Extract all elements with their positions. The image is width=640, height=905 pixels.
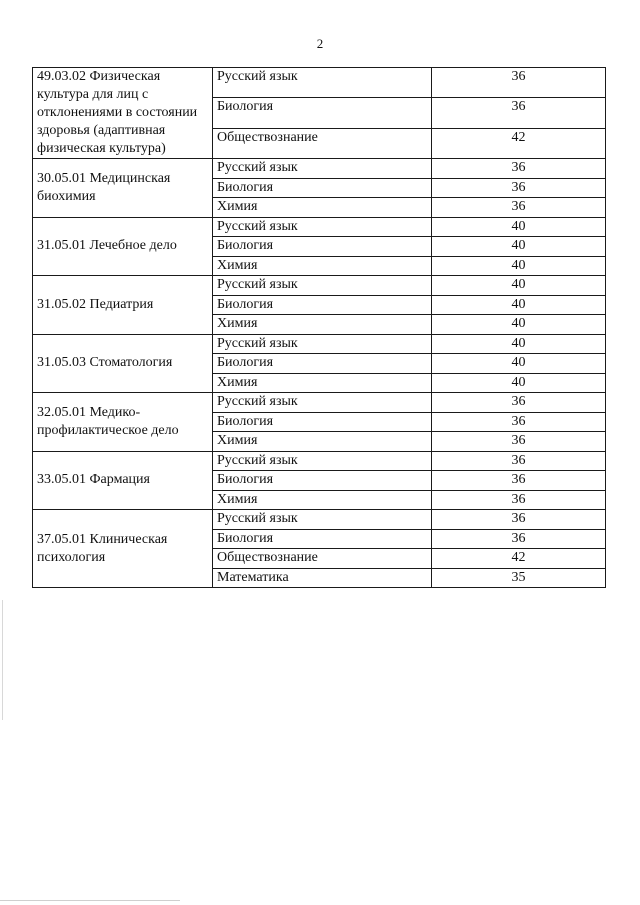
subject-cell: Обществознание [213, 549, 432, 569]
score-cell: 40 [432, 295, 606, 315]
score-cell: 36 [432, 198, 606, 218]
score-cell: 40 [432, 256, 606, 276]
subject-cell: Биология [213, 237, 432, 257]
subject-cell: Русский язык [213, 393, 432, 413]
subject-cell: Биология [213, 98, 432, 128]
specialty-cell: 30.05.01 Медицинская биохимия [33, 159, 213, 218]
subject-cell: Математика [213, 568, 432, 588]
score-cell: 36 [432, 432, 606, 452]
table-row [33, 217, 606, 237]
score-cell: 36 [432, 510, 606, 530]
score-cell: 36 [432, 490, 606, 510]
table-row [33, 451, 606, 471]
specialty-cell: 33.05.01 Фармация [33, 451, 213, 510]
specialty-cell: 49.03.02 Физическая культура для лиц с отклонениями в состоянии здоровья (адаптивная физическая культура) [33, 68, 213, 159]
admission-scores-table [32, 67, 606, 588]
subject-cell: Русский язык [213, 159, 432, 179]
subject-cell: Химия [213, 432, 432, 452]
subject-cell: Биология [213, 471, 432, 491]
score-cell: 36 [432, 159, 606, 179]
score-cell: 36 [432, 68, 606, 98]
subject-cell: Биология [213, 529, 432, 549]
subject-cell: Русский язык [213, 451, 432, 471]
subject-cell: Биология [213, 295, 432, 315]
subject-cell: Биология [213, 354, 432, 374]
specialty-cell: 31.05.01 Лечебное дело [33, 217, 213, 276]
score-cell: 36 [432, 98, 606, 128]
score-cell: 36 [432, 412, 606, 432]
score-cell: 36 [432, 471, 606, 491]
subject-cell: Химия [213, 373, 432, 393]
specialty-cell: 31.05.02 Педиатрия [33, 276, 213, 335]
specialty-cell: 31.05.03 Стоматология [33, 334, 213, 393]
score-cell: 36 [432, 393, 606, 413]
score-cell: 40 [432, 373, 606, 393]
subject-cell: Русский язык [213, 68, 432, 98]
subject-cell: Русский язык [213, 334, 432, 354]
score-cell: 42 [432, 128, 606, 158]
score-cell: 40 [432, 334, 606, 354]
subject-cell: Химия [213, 198, 432, 218]
scan-artifact-line [0, 900, 180, 901]
score-cell: 36 [432, 529, 606, 549]
table-row [33, 510, 606, 530]
scan-artifact-line [2, 600, 3, 720]
score-cell: 40 [432, 217, 606, 237]
score-cell: 40 [432, 315, 606, 335]
table-row [33, 276, 606, 296]
subject-cell: Русский язык [213, 276, 432, 296]
score-cell: 36 [432, 178, 606, 198]
score-cell: 40 [432, 276, 606, 296]
table-row [33, 393, 606, 413]
subject-cell: Обществознание [213, 128, 432, 158]
score-cell: 40 [432, 237, 606, 257]
subject-cell: Биология [213, 412, 432, 432]
table-row [33, 68, 606, 98]
specialty-cell: 37.05.01 Клиническая психология [33, 510, 213, 588]
page-number: 2 [316, 36, 324, 51]
table-row [33, 334, 606, 354]
subject-cell: Русский язык [213, 217, 432, 237]
score-cell: 36 [432, 451, 606, 471]
subject-cell: Химия [213, 315, 432, 335]
subject-cell: Химия [213, 490, 432, 510]
subject-cell: Химия [213, 256, 432, 276]
subject-cell: Биология [213, 178, 432, 198]
score-cell: 42 [432, 549, 606, 569]
subject-cell: Русский язык [213, 510, 432, 530]
score-cell: 40 [432, 354, 606, 374]
specialty-cell: 32.05.01 Медико-профилактическое дело [33, 393, 213, 452]
score-cell: 35 [432, 568, 606, 588]
table-row [33, 159, 606, 179]
